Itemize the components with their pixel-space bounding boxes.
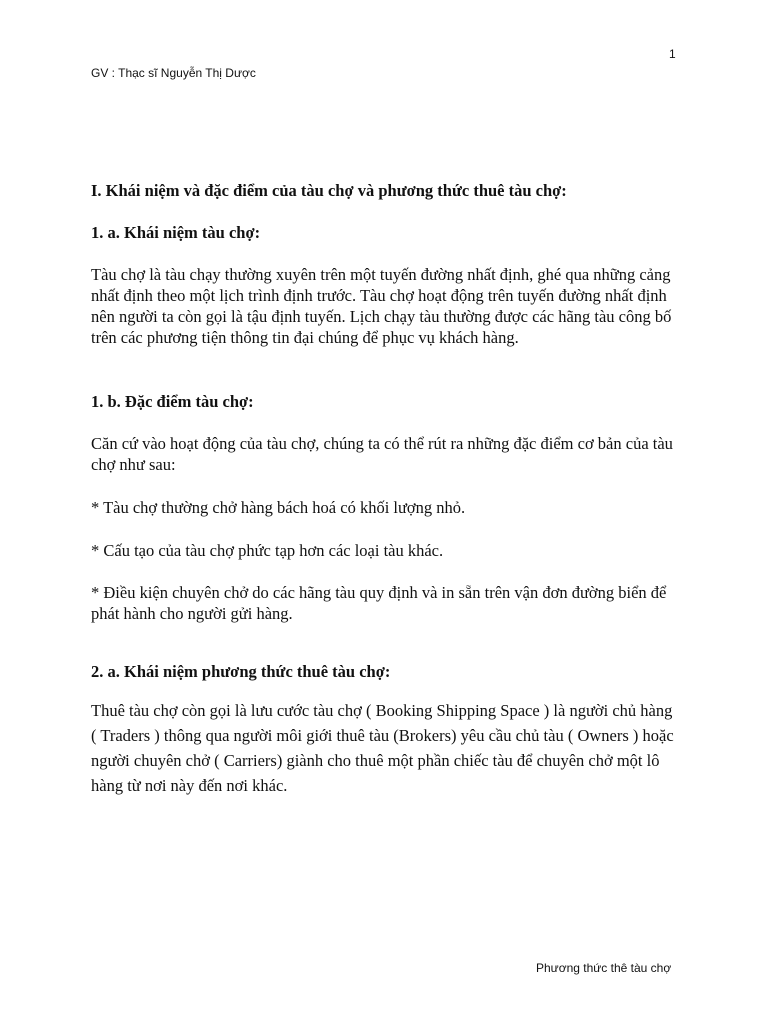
sub-2a-paragraph: Thuê tàu chợ còn gọi là lưu cước tàu chợ ( Booking Shipping Space ) là người chủ hàng ( Traders ) thông qua người môi giới thuê tàu (Brokers) yêu cầu chủ tàu ( Owners ) hoặc người chuyên chở ( Carriers) giành cho thuê một phần chiếc tàu để chuyên chở một lô hàng từ nơi này đến nơi khác. (91, 701, 674, 795)
bullet-item-3: * Điều kiện chuyên chở do các hãng tàu quy định và in sẵn trên vận đơn đường biển để phát hành cho người gửi hàng. (91, 583, 667, 623)
sub-1b-intro: Căn cứ vào hoạt động của tàu chợ, chúng ta có thể rút ra những đặc điểm cơ bản của tàu chợ như sau: (91, 434, 673, 474)
header-author: GV : Thạc sĩ Nguyễn Thị Dược (91, 66, 256, 80)
bullet-item-1: * Tàu chợ thường chở hàng bách hoá có khối lượng nhỏ. (91, 498, 466, 517)
sub-1b-title: 1. b. Đặc điểm tàu chợ: (91, 392, 254, 411)
sub-2a-title: 2. a. Khái niệm phương thức thuê tàu chợ: (91, 662, 391, 681)
sub-1a-paragraph: Tàu chợ là tàu chạy thường xuyên trên một tuyến đường nhất định, ghé qua những cảng nhất định theo một lịch trình định trước. Tàu chợ hoạt động trên tuyến đường nhất định nên người ta còn gọi là tậu định tuyến. Lịch chạy tàu thường được các hãng tàu công bố trên các phương tiện thông tin đại chúng để phục vụ khách hàng. (91, 265, 672, 347)
footer-text: Phương thức thê tàu chợ (536, 961, 672, 975)
section-title: I. Khái niệm và đặc điểm của tàu chợ và phương thức thuê tàu chợ: (91, 181, 567, 200)
page-number: 1 (669, 47, 676, 61)
bullet-item-2: * Cấu tạo của tàu chợ phức tạp hơn các loại tàu khác. (91, 541, 444, 560)
sub-1a-title: 1. a. Khái niệm tàu chợ: (91, 223, 261, 242)
